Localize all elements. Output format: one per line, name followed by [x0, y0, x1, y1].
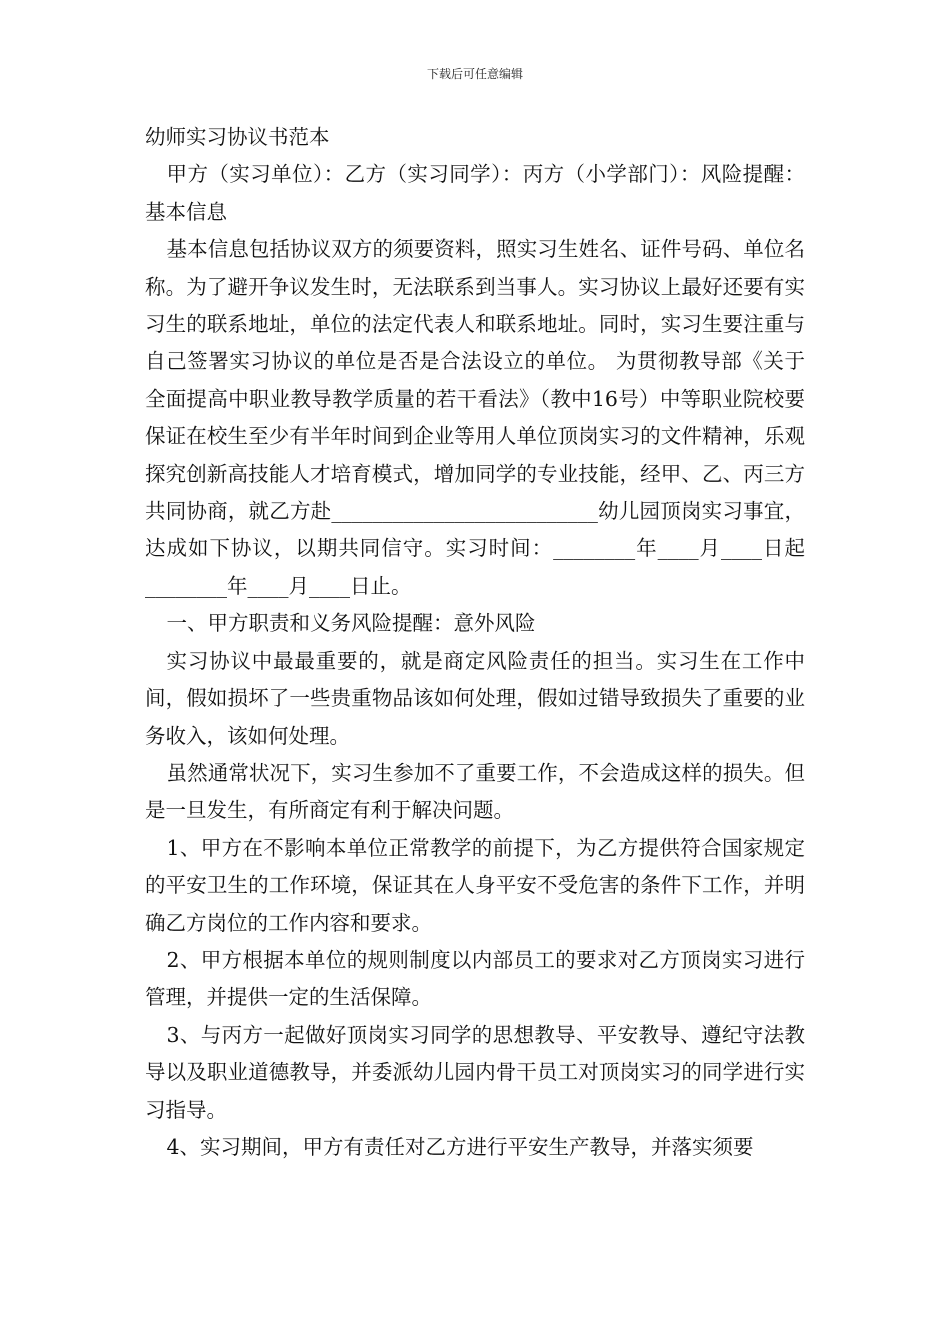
page-header-note: 下载后可任意编辑 [426, 67, 523, 81]
document-title: 幼师实习协议书范本 [145, 125, 330, 149]
clause-2: 2、甲方根据本单位的规则制度以内部员工的要求对乙方顶岗实习进行管理，并提供一定的生活保障。 [145, 947, 805, 1010]
clause-4: 4、实习期间，甲方有责任对乙方进行平安生产教导，并落实须要 [166, 1134, 754, 1159]
paragraph-basic-info: 基本信息包括协议双方的须要资料，照实习生姓名、证件号码、单位名称。为了避开争议发生时，无法联系到当事人。实习协议上最好还要有实习生的联系地址，单位的法定代表人和联系地址。同时，实习生要注重与自己签署实习协议的单位是否是合法设立的单位。 为贯彻教导部《关于全面提高中职业教导教学质量的若干看法》（教中16号）中等职业院校要保证在校生至少有半年时间到企业等用人单位顶岗实习的文件精神，乐观探究创新高技能人才培育模式，增加同学的专业技能，经甲、乙、丙三方共同协商，就乙方赴__________________________幼儿园顶岗实习事宜，达成如下协议，以期共同信守。实习时间：________年____月____日起________年____月____日止。 [145, 237, 805, 598]
paragraph-loss-note: 虽然通常状况下，实习生参加不了重要工作，不会造成这样的损失。但是一旦发生，有所商定有利于解决问题。 [145, 760, 805, 823]
clause-1: 1、甲方在不影响本单位正常教学的前提下，为乙方提供符合国家规定的平安卫生的工作环境，保证其在人身平安不受危害的条件下工作，并明确乙方岗位的工作内容和要求。 [145, 835, 805, 935]
paragraph-parties: 甲方（实习单位）：乙方（实习同学）：丙方（小学部门）：风险提醒：基本信息 [145, 162, 805, 224]
clause-3: 3、与丙方一起做好顶岗实习同学的思想教导、平安教导、遵纪守法教导以及职业道德教导，并委派幼儿园内骨干员工对顶岗实习的同学进行实习指导。 [145, 1022, 805, 1122]
document-body [145, 119, 805, 1166]
paragraph-risk-liability: 实习协议中最最重要的，就是商定风险责任的担当。实习生在工作中间，假如损坏了一些贵重物品该如何处理，假如过错导致损失了重要的业务收入，该如何处理。 [145, 648, 805, 748]
section-heading-party-a-duties: 一、甲方职责和义务风险提醒：意外风险 [166, 611, 536, 636]
